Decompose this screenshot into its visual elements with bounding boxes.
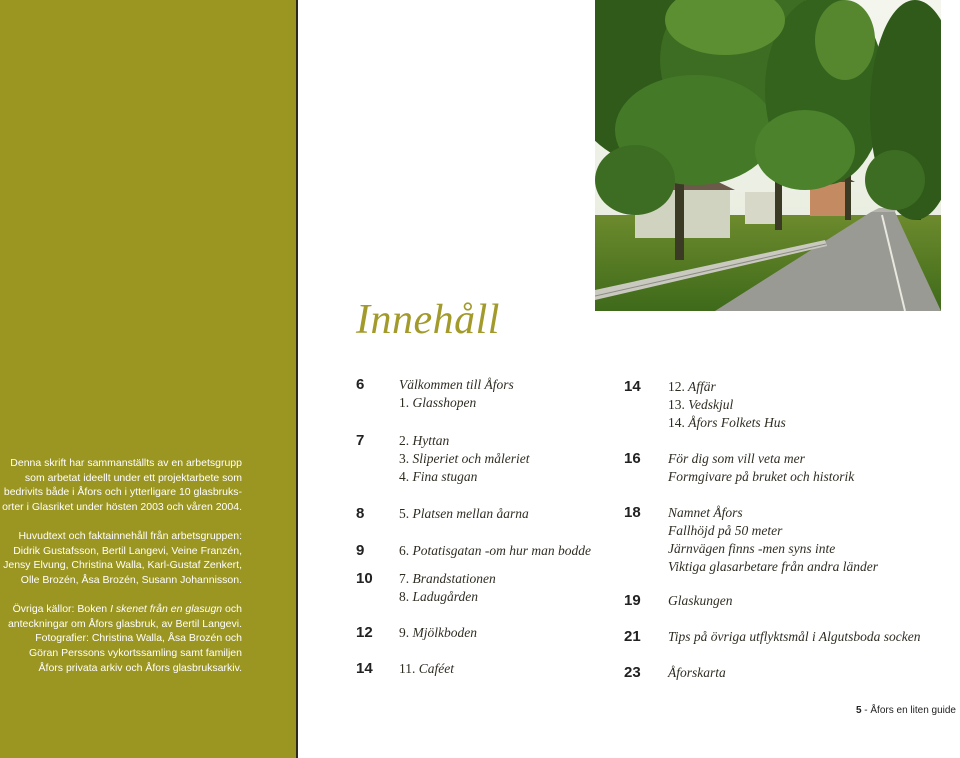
toc-entry-title <box>668 397 733 413</box>
toc-item-number: 9. <box>399 625 410 640</box>
toc-entry[interactable] <box>624 450 954 484</box>
sidebar-credits-paragraph <box>0 529 242 588</box>
toc-entry-title <box>399 395 476 411</box>
toc-entry-title <box>668 505 743 521</box>
toc-entry[interactable] <box>624 628 954 648</box>
toc-item-number: 13. <box>668 397 685 412</box>
toc-item-text: För dig som vill veta mer <box>668 451 805 466</box>
toc-entry-title <box>399 625 477 641</box>
toc-item-text: Platsen mellan åarna <box>412 506 529 521</box>
toc-entry-title <box>399 661 454 677</box>
tree-lined-road-photo <box>595 0 941 311</box>
toc-page-number: 23 <box>624 664 641 681</box>
toc-entry[interactable] <box>624 664 954 684</box>
toc-item-number: 6. <box>399 543 410 558</box>
sidebar-text-line: Göran Perssons vykortssamling samt familjen <box>29 647 242 660</box>
toc-entry-title <box>399 433 449 449</box>
toc-item-text: Fallhöjd på 50 meter <box>668 523 783 538</box>
toc-item-text: Vedskjul <box>688 397 734 412</box>
toc-item-text: Mjölkboden <box>412 625 477 640</box>
toc-page-number: 19 <box>624 592 641 609</box>
toc-item-number: 14. <box>668 415 685 430</box>
toc-item-text: Fina stugan <box>412 469 478 484</box>
toc-page-number: 18 <box>624 504 641 521</box>
toc-page-number: 12 <box>356 624 373 641</box>
sidebar-text-line: Jensy Elvung, Christina Walla, Karl-Gustaf Zenkert, <box>3 559 242 572</box>
sidebar-text-line: bedrivits både i Åfors och i ytterligare 10 glasbruks- <box>3 486 242 499</box>
footer-text: - Åfors en liten guide <box>861 705 956 716</box>
sidebar-intro-paragraph <box>0 456 242 515</box>
sidebar-text-line: Åfors privata arkiv och Åfors glasbruksarkiv. <box>38 661 242 674</box>
toc-page-number: 16 <box>624 450 641 467</box>
sidebar-text-line: Denna skrift har sammanställts av en arbetsgrupp <box>10 457 242 469</box>
toc-entry-title <box>668 629 921 645</box>
toc-item-text: Formgivare på bruket och historik <box>668 469 855 484</box>
toc-entry-title <box>668 559 878 575</box>
toc-entry-title <box>399 571 496 587</box>
toc-page-number: 6 <box>356 376 365 393</box>
toc-entry-title <box>399 377 514 393</box>
sidebar-text-line <box>0 602 242 617</box>
toc-entry[interactable] <box>624 504 954 574</box>
sources-label: Övriga källor: Boken <box>12 603 111 615</box>
sidebar-text-line: Didrik Gustafsson, Bertil Langevi, Veine Franzén, <box>13 544 242 557</box>
toc-page-number: 21 <box>624 628 641 645</box>
toc-item-text: Hyttan <box>412 433 450 448</box>
toc-page-number: 7 <box>356 432 365 449</box>
toc-item-text: Caféet <box>418 661 454 676</box>
toc-entry-title <box>668 451 805 467</box>
toc-entry-title <box>668 469 854 485</box>
toc-item-text: Glaskungen <box>668 593 733 608</box>
book-title: I skenet från en glasugn <box>110 603 223 615</box>
toc-item-text: Brandstationen <box>412 571 496 586</box>
toc-entry-title <box>668 415 786 431</box>
toc-page-number: 10 <box>356 570 373 587</box>
toc-entry-title <box>399 469 477 485</box>
sources-and: och <box>222 603 242 615</box>
toc-item-number: 8. <box>399 589 410 604</box>
toc-entry[interactable] <box>624 592 954 612</box>
toc-item-number: 2. <box>399 433 410 448</box>
toc-entry-title <box>668 379 716 395</box>
footer-page-number: 5 <box>855 705 862 716</box>
toc-entry-title <box>399 506 529 522</box>
toc-entry[interactable] <box>624 378 954 430</box>
toc-item-text: Affär <box>688 379 716 394</box>
sidebar-text-line: orter i Glasriket under hösten 2003 och våren 2004. <box>2 501 242 514</box>
toc-item-number: 11. <box>399 661 416 676</box>
toc-page-number: 9 <box>356 542 365 559</box>
toc-item-number: 7. <box>399 571 410 586</box>
sidebar-text-line: Olle Brozén, Åsa Brozén, Susann Johannisson. <box>20 574 242 587</box>
toc-item-text: Sliperiet och måleriet <box>412 451 530 466</box>
toc-entry-title <box>668 541 835 557</box>
toc-entry-title <box>399 543 591 559</box>
toc-page-number: 8 <box>356 505 365 522</box>
toc-item-text: Välkommen till Åfors <box>399 377 514 392</box>
toc-item-text: Åfors Folkets Hus <box>688 415 786 430</box>
sidebar-panel <box>0 0 298 758</box>
page-title: Innehåll <box>356 297 500 343</box>
toc-page-number: 14 <box>356 660 373 677</box>
toc-item-number: 12. <box>668 379 685 394</box>
toc-item-number: 3. <box>399 451 410 466</box>
toc-entry-title <box>668 593 733 609</box>
toc-entry-title <box>668 523 782 539</box>
toc-item-text: Tips på övriga utflyktsmål i Algutsboda socken <box>668 629 921 644</box>
page-footer <box>856 705 956 716</box>
sidebar-sources-paragraph <box>0 602 242 676</box>
toc-entry-title <box>668 665 726 681</box>
toc-entry-title <box>399 451 529 467</box>
toc-item-text: Åforskarta <box>668 665 726 680</box>
toc-item-text: Viktiga glasarbetare från andra länder <box>668 559 878 574</box>
sidebar-text-line: Huvudtext och faktainnehåll från arbetsgruppen: <box>18 530 242 542</box>
sidebar-text-line: Fotografier: Christina Walla, Åsa Brozén och <box>35 632 242 645</box>
sidebar-text-line: anteckningar om Åfors glasbruk, av Bertil Langevi. <box>7 617 242 630</box>
toc-item-text: Potatisgatan -om hur man bodde <box>412 543 591 558</box>
toc-item-text: Glasshopen <box>412 395 477 410</box>
toc-item-text: Namnet Åfors <box>668 505 743 520</box>
toc-item-number: 1. <box>399 395 410 410</box>
toc-entry-title <box>399 589 478 605</box>
toc-entry[interactable] <box>356 542 686 562</box>
toc-page-number: 14 <box>624 378 641 395</box>
toc-item-number: 4. <box>399 469 410 484</box>
toc-item-text: Ladugården <box>412 589 479 604</box>
toc-item-text: Järnvägen finns -men syns inte <box>668 541 836 556</box>
sidebar-text-line: som arbetat ideellt under ett projektarbete som <box>24 471 242 484</box>
toc-item-number: 5. <box>399 506 410 521</box>
